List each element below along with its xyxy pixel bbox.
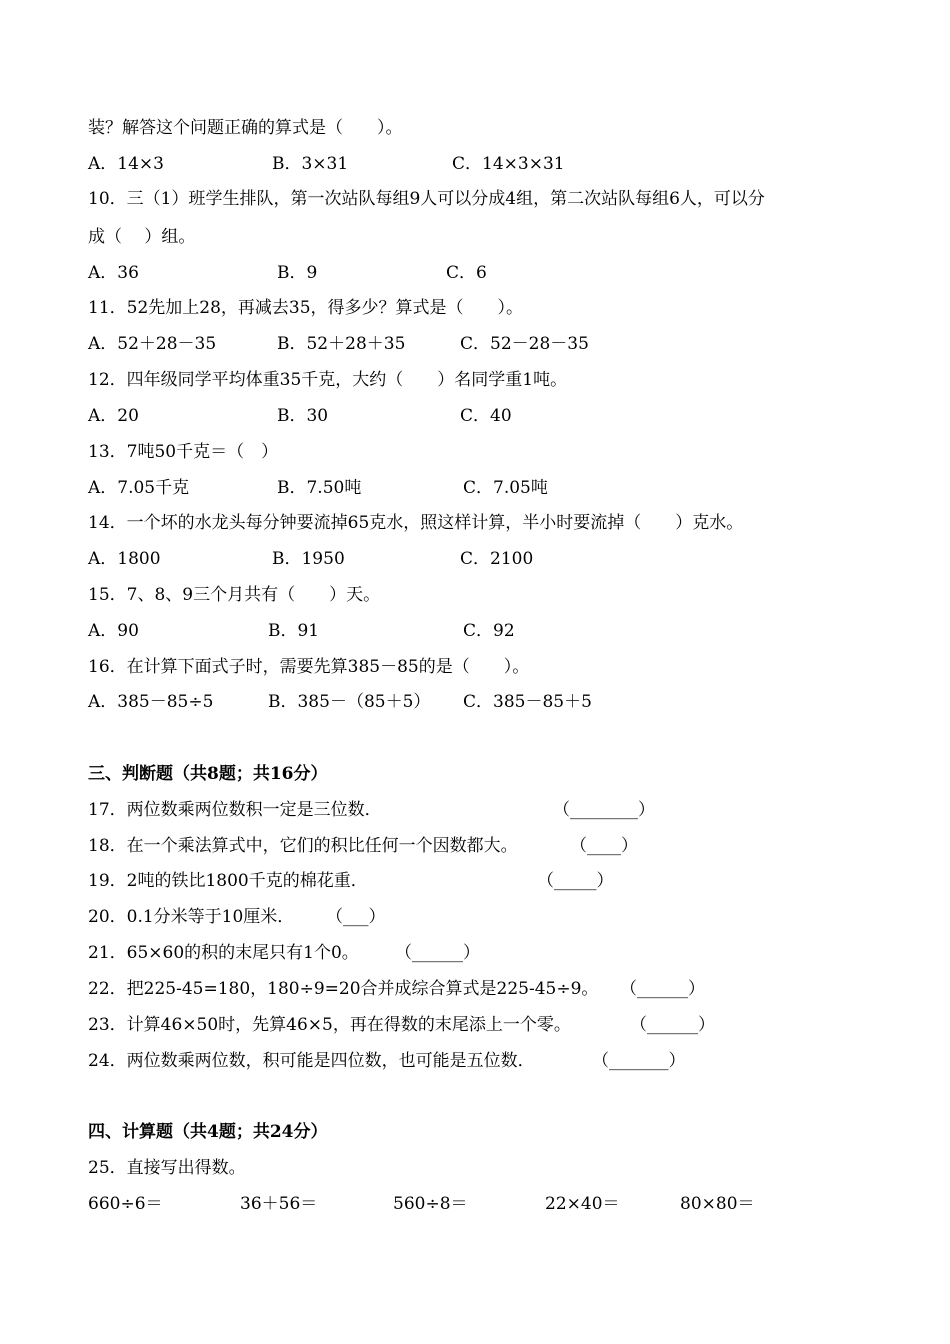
q16-text: 16．在计算下面式子时，需要先算385－85的是（ ）。 bbox=[88, 657, 530, 677]
calc-item: 80×80＝ bbox=[680, 1194, 755, 1214]
q11-option-a: A．52＋28－35 bbox=[88, 334, 217, 354]
q11-option-c: C．52－28－35 bbox=[460, 334, 589, 354]
calc-item: 560÷8＝ bbox=[393, 1194, 468, 1214]
q20-answer-blank[interactable]: （___） bbox=[326, 907, 386, 927]
q15-option-a: A．90 bbox=[88, 621, 139, 641]
q21-text: 21．65×60的积的末尾只有1个0。 bbox=[88, 943, 359, 963]
q21-answer-blank[interactable]: （______） bbox=[395, 943, 480, 963]
q16-option-c: C．385－85＋5 bbox=[463, 692, 592, 712]
q12-text: 12．四年级同学平均体重35千克，大约（ ）名同学重1吨。 bbox=[88, 370, 568, 390]
q18-text: 18．在一个乘法算式中，它们的积比任何一个因数都大。 bbox=[88, 836, 518, 856]
q10-option-c: C．6 bbox=[446, 263, 487, 283]
section4-heading: 四、计算题（共4题；共24分） bbox=[88, 1122, 328, 1142]
section3-heading: 三、判断题（共8题；共16分） bbox=[88, 764, 328, 784]
calc-item: 660÷6＝ bbox=[88, 1194, 163, 1214]
q10-text-line2: 成（ ）组。 bbox=[88, 227, 196, 247]
q24-answer-blank[interactable]: （_______） bbox=[592, 1051, 686, 1071]
q15-option-c: C．92 bbox=[463, 621, 515, 641]
q23-answer-blank[interactable]: （______） bbox=[630, 1015, 715, 1035]
q14-option-a: A．1800 bbox=[88, 549, 161, 569]
q10-text-line1: 10．三（1）班学生排队，第一次站队每组9人可以分成4组，第二次站队每组6人，可以分 bbox=[88, 189, 765, 209]
calc-item: 22×40＝ bbox=[545, 1194, 620, 1214]
q14-text: 14．一个坏的水龙头每分钟要流掉65克水，照这样计算，半小时要流掉（ ）克水。 bbox=[88, 513, 744, 533]
q13-text: 13．7吨50千克＝（ ） bbox=[88, 442, 279, 462]
q11-option-b: B．52＋28＋35 bbox=[277, 334, 406, 354]
q12-option-c: C．40 bbox=[460, 406, 512, 426]
q9-option-b: B．3×31 bbox=[272, 154, 349, 174]
q16-option-b: B．385－（85＋5） bbox=[268, 692, 431, 712]
q20-text: 20．0.1分米等于10厘米． bbox=[88, 907, 295, 927]
q14-option-c: C．2100 bbox=[460, 549, 534, 569]
q10-option-b: B．9 bbox=[277, 263, 318, 283]
q13-option-c: C．7.05吨 bbox=[463, 478, 548, 498]
q19-text: 19．2吨的铁比1800千克的棉花重． bbox=[88, 871, 368, 891]
q17-text: 17．两位数乘两位数积一定是三位数． bbox=[88, 800, 382, 820]
q23-text: 23．计算46×50时，先算46×5，再在得数的末尾添上一个零。 bbox=[88, 1015, 571, 1035]
q15-text: 15．7、8、9三个月共有（ ）天。 bbox=[88, 585, 381, 605]
q15-option-b: B．91 bbox=[268, 621, 320, 641]
q24-text: 24．两位数乘两位数，积可能是四位数，也可能是五位数． bbox=[88, 1051, 535, 1071]
q11-text: 11．52先加上28，再减去35，得多少？算式是（ ）。 bbox=[88, 298, 524, 318]
q13-option-b: B．7.50吨 bbox=[277, 478, 362, 498]
q16-option-a: A．385－85÷5 bbox=[88, 692, 214, 712]
calc-item: 36＋56＝ bbox=[240, 1194, 318, 1214]
q22-text: 22．把225-45=180，180÷9=20合并成综合算式是225-45÷9。 bbox=[88, 979, 599, 999]
q10-option-a: A．36 bbox=[88, 263, 139, 283]
q25-text: 25．直接写出得数。 bbox=[88, 1158, 246, 1178]
q9-option-c: C．14×3×31 bbox=[452, 154, 565, 174]
q17-answer-blank[interactable]: （________） bbox=[553, 800, 655, 820]
q22-answer-blank[interactable]: （______） bbox=[620, 979, 705, 999]
q12-option-a: A．20 bbox=[88, 406, 139, 426]
q12-option-b: B．30 bbox=[277, 406, 329, 426]
q9-option-a: A．14×3 bbox=[88, 154, 164, 174]
q9-continuation: 装？解答这个问题正确的算式是（ ）。 bbox=[88, 118, 403, 138]
q18-answer-blank[interactable]: （____） bbox=[570, 836, 638, 856]
q19-answer-blank[interactable]: （_____） bbox=[537, 871, 614, 891]
q14-option-b: B．1950 bbox=[272, 549, 345, 569]
q13-option-a: A．7.05千克 bbox=[88, 478, 190, 498]
